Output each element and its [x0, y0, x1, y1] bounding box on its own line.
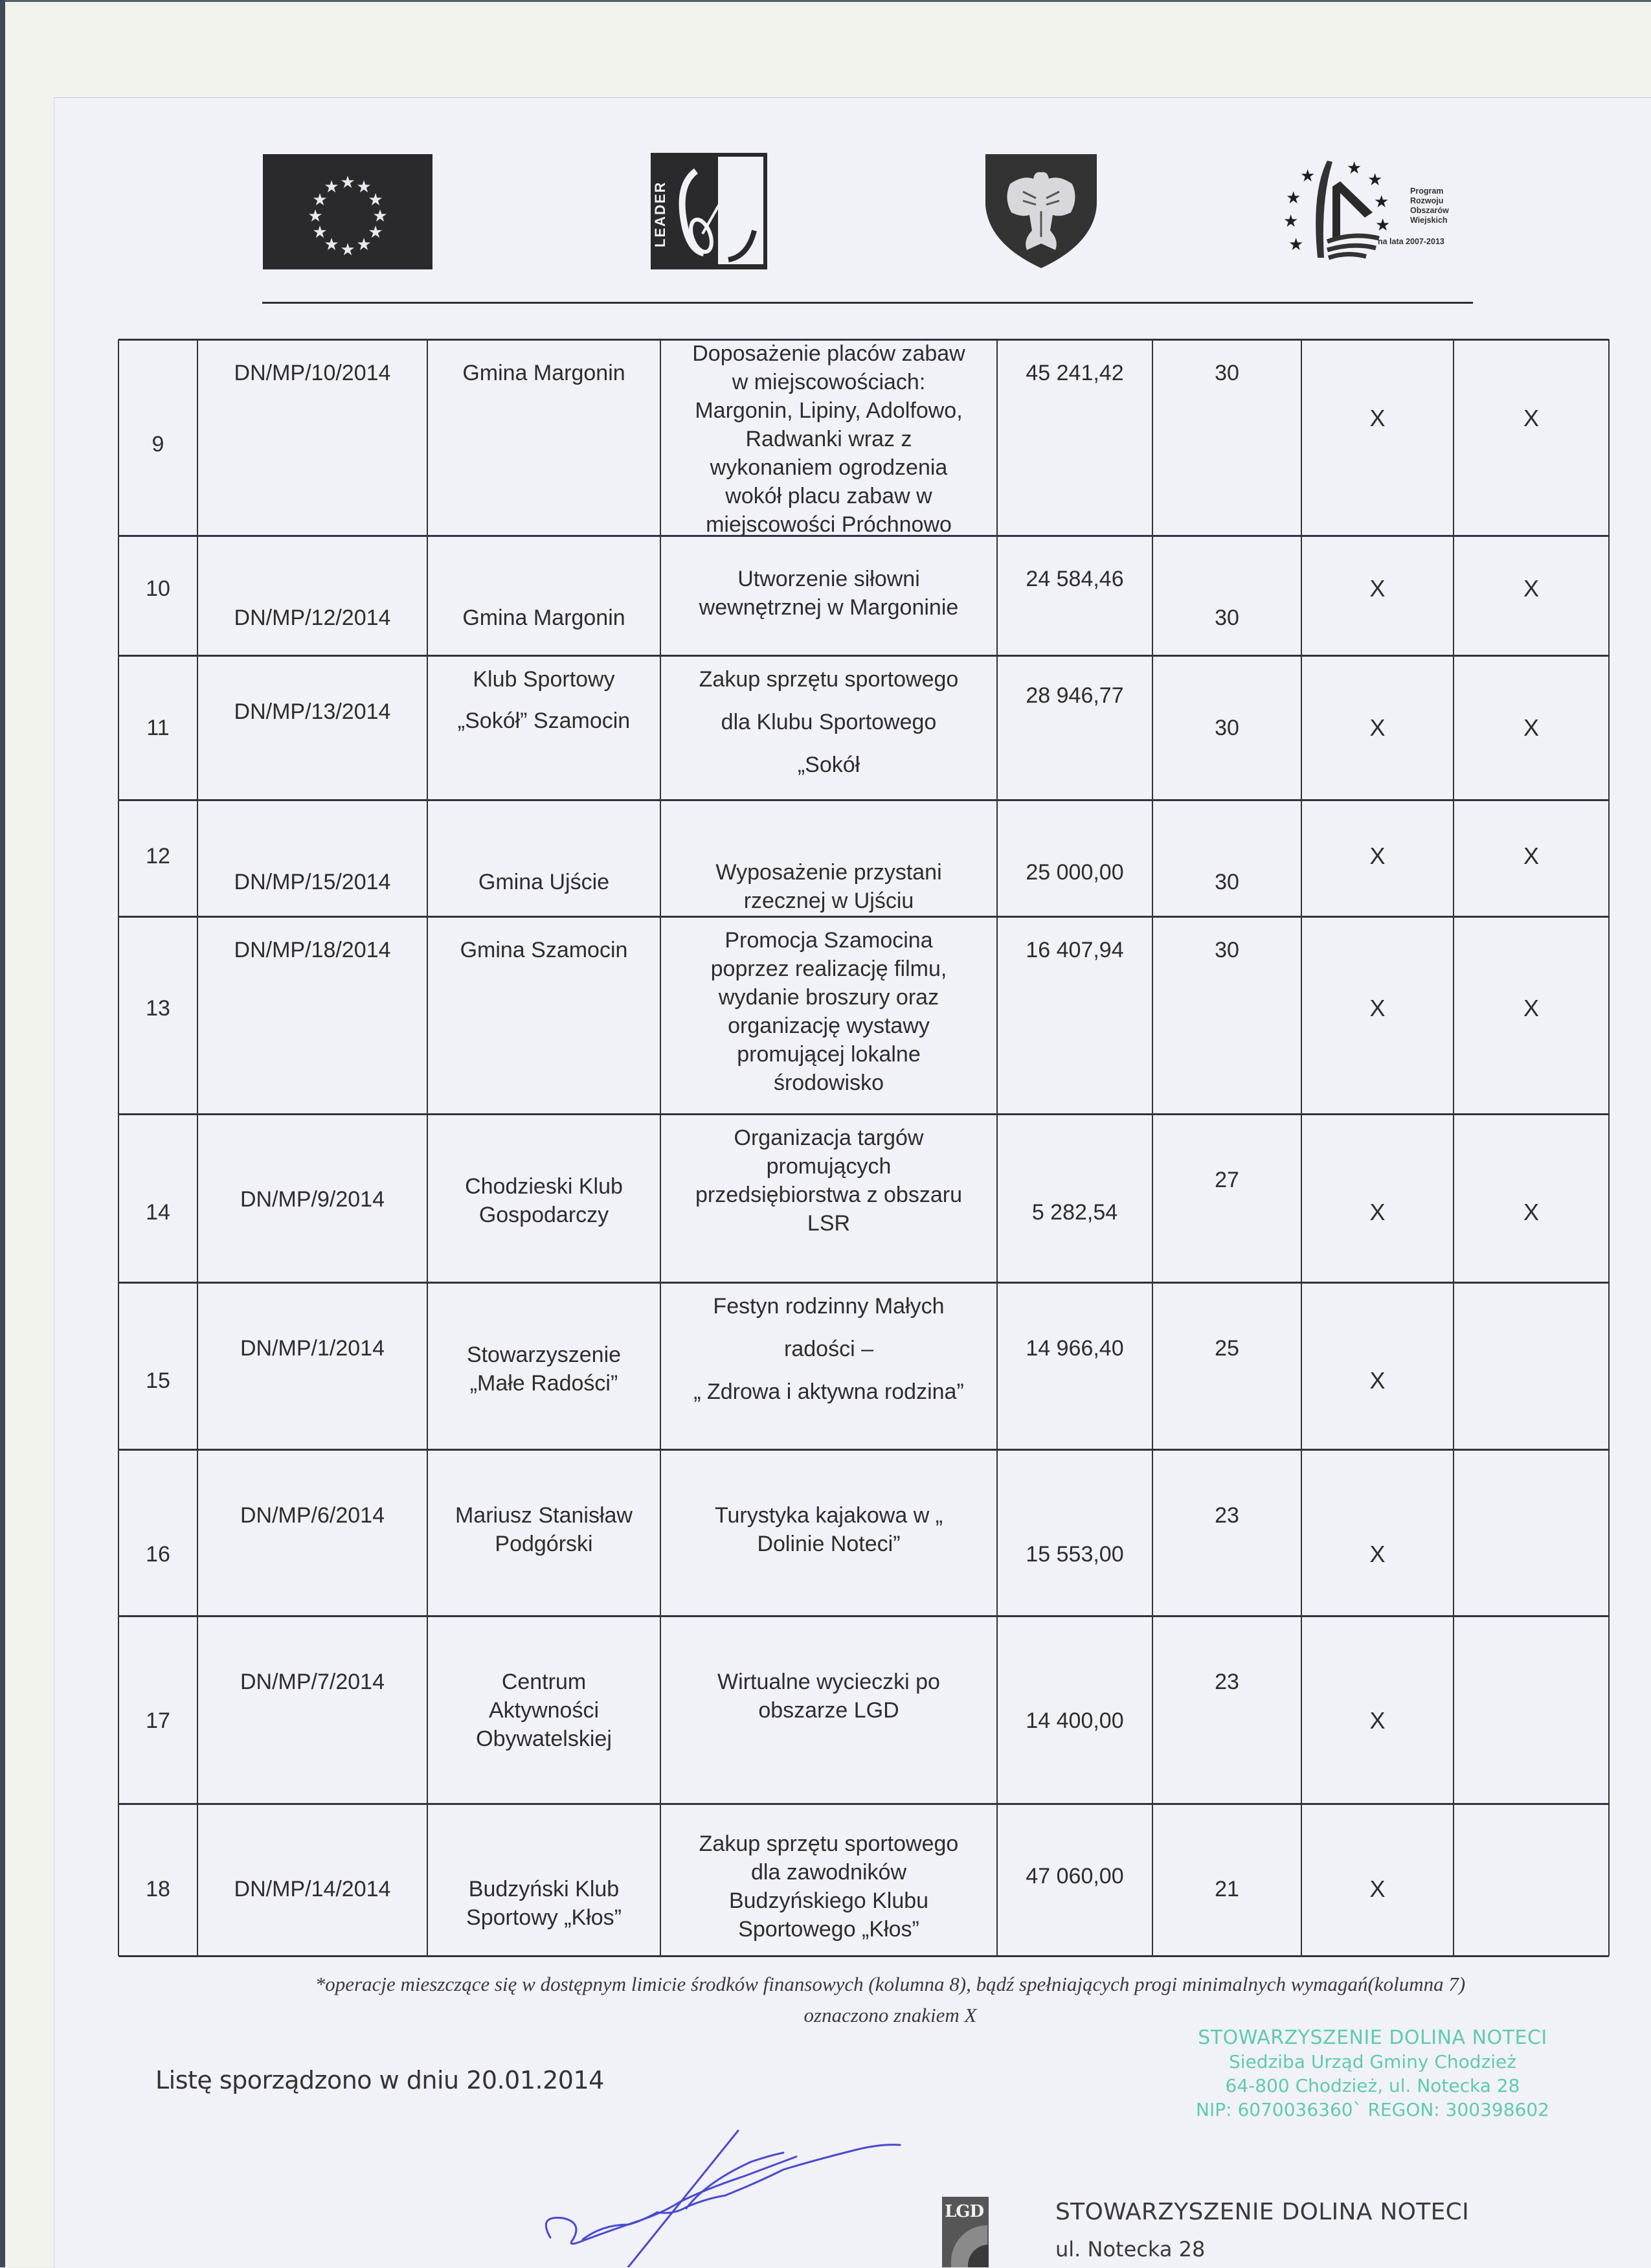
cell-amount-text: 14 966,40: [1026, 1336, 1124, 1361]
leader-logo: [651, 153, 767, 269]
cell-applicant-line: „Małe Radości”: [469, 1371, 618, 1396]
leader-emblem-icon: [651, 153, 767, 269]
cell-operation-title-line: „Sokół: [797, 753, 860, 777]
table-row: [118, 1114, 1609, 1282]
table-row: [118, 1804, 1609, 1956]
svg-text:★: ★: [340, 172, 355, 192]
cell-applicant: [427, 665, 660, 748]
cell-funding-limit-mark: [1454, 404, 1609, 433]
leader-text: LEADER: [652, 181, 668, 248]
cell-operation-title-line: przedsiębiorstwa z obszaru: [695, 1183, 962, 1207]
cell-amount: [997, 1198, 1152, 1227]
scan-top-edge: [0, 0, 1651, 2]
cell-lp-text: 14: [146, 1200, 170, 1225]
cell-lp: [118, 1875, 197, 1903]
cell-lp: [118, 430, 197, 459]
cell-minimum-requirements-mark: [1301, 1875, 1454, 1903]
cell-application-number: [197, 359, 427, 387]
cell-minimum-requirements-mark-text: X: [1369, 843, 1386, 869]
eu-stars-icon: [263, 154, 432, 269]
cell-applicant: [427, 868, 660, 896]
cell-applicant-line: Centrum: [501, 1670, 587, 1694]
cell-points-text: 23: [1215, 1503, 1239, 1528]
cell-amount: [997, 1334, 1152, 1363]
cell-applicant: [427, 936, 660, 964]
cell-minimum-requirements-mark-text: X: [1369, 714, 1386, 741]
cell-operation-title: [660, 665, 997, 793]
cell-points-text: 30: [1215, 606, 1239, 630]
cell-operation-title-line: poprzez realizację filmu,: [710, 957, 947, 981]
svg-text:★: ★: [312, 190, 328, 209]
stamp-line: NIP: 6070036360` REGON: 300398602: [1196, 2099, 1549, 2120]
cell-minimum-requirements-mark: [1301, 404, 1454, 433]
cell-applicant: [427, 1172, 660, 1229]
cell-operation-title-line: dla Klubu Sportowego: [721, 710, 937, 734]
svg-text:★: ★: [308, 206, 323, 225]
svg-text:★: ★: [340, 240, 355, 259]
svg-text:★: ★: [1375, 215, 1391, 234]
cell-lp-text: 9: [152, 432, 164, 457]
cell-operation-title-line: Festyn rodzinny Małych: [713, 1294, 945, 1319]
cell-funding-limit-mark-text: X: [1523, 995, 1539, 1021]
handwritten-signature: [511, 2085, 978, 2267]
cell-operation-title-line: Zakup sprzętu sportowego: [699, 1831, 959, 1856]
cell-minimum-requirements-mark: [1301, 1366, 1454, 1395]
cell-amount: [997, 1707, 1152, 1735]
cell-application-number-text: DN/MP/10/2014: [234, 361, 391, 385]
cell-lp: [118, 1366, 197, 1395]
cell-points: [1152, 936, 1301, 964]
cell-operation-title: [660, 1668, 997, 1725]
cell-amount: [997, 858, 1152, 887]
cell-applicant-line: Podgórski: [495, 1532, 593, 1556]
cell-lp: [118, 1540, 197, 1569]
cell-application-number-text: DN/MP/6/2014: [240, 1503, 385, 1528]
cell-applicant-line: Stowarzyszenie: [466, 1343, 622, 1367]
cell-points-text: 30: [1215, 870, 1239, 894]
cell-minimum-requirements-mark: [1301, 714, 1454, 742]
cell-operation-title: [660, 926, 997, 1097]
cell-operation-title-line: w miejscowościach:: [732, 370, 926, 394]
cell-funding-limit-mark: [1454, 842, 1609, 870]
cell-application-number-text: DN/MP/14/2014: [234, 1877, 391, 1901]
cell-operation-title-line: „ Zdrowa i aktywna rodzina”: [693, 1379, 964, 1404]
cell-applicant: [427, 1341, 660, 1398]
cell-applicant-line: Gmina Margonin: [462, 361, 625, 385]
svg-text:★: ★: [372, 206, 388, 225]
eu-flag-logo: [263, 154, 432, 269]
cell-operation-title-line: promującej lokalne: [737, 1042, 921, 1067]
cell-minimum-requirements-mark-text: X: [1369, 1199, 1386, 1225]
cell-lp-text: 17: [146, 1708, 170, 1733]
prow-logo: [1282, 154, 1476, 264]
table-row: [118, 800, 1609, 916]
cell-operation-title-line: Doposażenie placów zabaw: [692, 341, 965, 366]
cell-applicant-line: Gmina Szamocin: [460, 938, 628, 962]
eagle-shield-icon: [984, 153, 1098, 268]
cell-funding-limit-mark-text: X: [1523, 405, 1539, 431]
cell-funding-limit-mark: [1454, 994, 1609, 1023]
cell-amount-text: 5 282,54: [1031, 1200, 1118, 1225]
cell-minimum-requirements-mark-text: X: [1369, 1367, 1386, 1394]
cell-amount: [997, 1862, 1152, 1890]
cell-applicant-line: „Sokół” Szamocin: [457, 709, 631, 733]
cell-application-number-text: DN/MP/12/2014: [234, 606, 391, 630]
scan-left-edge: [0, 0, 5, 2267]
header-divider: [262, 302, 1473, 304]
cell-application-number: [197, 604, 427, 632]
svg-text:★: ★: [324, 177, 339, 196]
cell-application-number-text: DN/MP/18/2014: [234, 938, 391, 962]
table-row: [118, 536, 1609, 655]
svg-text:★: ★: [1367, 170, 1383, 189]
cell-lp: [118, 842, 197, 870]
cell-funding-limit-mark-text: X: [1523, 714, 1539, 741]
cell-minimum-requirements-mark-text: X: [1369, 1707, 1386, 1734]
cell-applicant: [427, 1501, 660, 1558]
cell-operation-title-line: Zakup sprzętu sportowego: [699, 667, 959, 692]
cell-applicant-line: Gmina Margonin: [462, 606, 625, 630]
cell-lp-text: 15: [146, 1368, 170, 1393]
cell-lp: [118, 714, 197, 742]
cell-application-number-text: DN/MP/15/2014: [234, 870, 391, 894]
cell-applicant-line: Aktywności: [488, 1698, 600, 1723]
cell-lp-text: 12: [146, 844, 170, 868]
cell-operation-title-line: Dolinie Noteci”: [757, 1532, 901, 1556]
cell-amount: [997, 565, 1152, 593]
cell-operation-title-line: Wirtualne wycieczki po: [717, 1670, 940, 1694]
cell-points: [1152, 1501, 1301, 1530]
cell-operation-title-line: Promocja Szamocina: [724, 928, 933, 953]
cell-operation-title: [660, 1292, 997, 1420]
cell-applicant: [427, 604, 660, 632]
cell-operation-title-line: Wyposażenie przystani: [715, 860, 942, 885]
cell-operation-title-line: Margonin, Lipiny, Adolfowo,: [695, 398, 963, 423]
cell-amount: [997, 681, 1152, 710]
cell-application-number-text: DN/MP/1/2014: [240, 1336, 385, 1361]
cell-operation-title-line: Radwanki wraz z: [745, 427, 912, 451]
prow-years: na lata 2007-2013: [1378, 237, 1444, 246]
cell-operation-title-line: promujących: [766, 1154, 892, 1179]
cell-operation-title-line: wewnętrznej w Margoninie: [699, 595, 959, 620]
cell-points-text: 21: [1215, 1877, 1239, 1901]
prepared-date-text: Listę sporządzono w dniu 20.01.2014: [155, 2066, 604, 2094]
cell-applicant-line: Obywatelskiej: [476, 1727, 612, 1751]
cell-funding-limit-mark-text: X: [1523, 843, 1539, 869]
prow-logo-text: [1410, 187, 1449, 225]
cell-points: [1152, 359, 1301, 387]
cell-applicant-line: Klub Sportowy: [473, 667, 615, 692]
cell-lp: [118, 574, 197, 603]
cell-applicant: [427, 359, 660, 387]
stamp-line: 64-800 Chodzież, ul. Notecka 28: [1225, 2075, 1520, 2096]
cell-minimum-requirements-mark: [1301, 842, 1454, 870]
cell-lp: [118, 994, 197, 1023]
cell-points: [1152, 714, 1301, 742]
footnote-line-1: *operacje mieszczące się w dostępnym limicie środków finansowych (kolumna 8), bądź spełniających progi minimalnych wymagań(kolumna 7): [315, 1973, 1466, 1995]
cell-operation-title-line: LSR: [807, 1211, 851, 1236]
cell-applicant-line: Gospodarczy: [478, 1203, 609, 1227]
prow-line: Rozwoju: [1410, 196, 1444, 205]
cell-operation-title-line: Sportowego „Kłos”: [738, 1917, 919, 1942]
cell-applicant-line: Gmina Ujście: [478, 870, 610, 894]
prow-line: Program: [1410, 187, 1444, 196]
cell-application-number: [197, 1334, 427, 1363]
cell-amount-text: 16 407,94: [1026, 938, 1124, 962]
cell-operation-title-line: wydanie broszury oraz: [718, 985, 939, 1010]
cell-operation-title-line: Organizacja targów: [734, 1126, 924, 1150]
cell-application-number: [197, 697, 427, 726]
cell-applicant: [427, 1668, 660, 1753]
cell-amount: [997, 1540, 1152, 1569]
table-row: [118, 1282, 1609, 1449]
cell-lp-text: 18: [146, 1877, 170, 1901]
cell-points-text: 25: [1215, 1336, 1239, 1361]
cell-amount: [997, 359, 1152, 387]
cell-applicant: [427, 1875, 660, 1932]
cell-lp: [118, 1198, 197, 1227]
cell-applicant-line: Sportowy „Kłos”: [466, 1905, 622, 1930]
footer-org-name: STOWARZYSZENIE DOLINA NOTECI: [1055, 2199, 1469, 2225]
cell-minimum-requirements-mark-text: X: [1369, 405, 1386, 431]
svg-text:★: ★: [368, 190, 383, 209]
cell-funding-limit-mark-text: X: [1523, 575, 1539, 602]
cell-operation-title-line: radości –: [784, 1337, 873, 1361]
cell-amount-text: 24 584,46: [1026, 567, 1124, 591]
cell-operation-title: [660, 1124, 997, 1238]
cell-operation-title-line: środowisko: [773, 1071, 884, 1095]
footnote: [162, 1969, 1619, 2031]
table-row: [118, 1449, 1609, 1616]
cell-application-number: [197, 936, 427, 964]
cell-operation-title-line: dla zawodników: [750, 1860, 907, 1885]
cell-application-number: [197, 868, 427, 896]
cell-minimum-requirements-mark: [1301, 1707, 1454, 1735]
cell-amount-text: 45 241,42: [1026, 361, 1124, 385]
cell-minimum-requirements-mark-text: X: [1369, 1541, 1386, 1567]
cell-operation-title: [660, 858, 997, 915]
cell-amount-text: 47 060,00: [1026, 1864, 1124, 1888]
cell-operation-title: [660, 339, 997, 539]
svg-text:★: ★: [1374, 192, 1389, 211]
cell-funding-limit-mark-text: X: [1523, 1199, 1539, 1225]
cell-application-number-text: DN/MP/9/2014: [240, 1187, 385, 1212]
cell-minimum-requirements-mark: [1301, 574, 1454, 603]
cell-operation-title-line: organizację wystawy: [728, 1014, 930, 1038]
cell-applicant-line: Mariusz Stanisław: [455, 1503, 633, 1528]
svg-text:★: ★: [324, 234, 339, 254]
cell-operation-title: [660, 565, 997, 622]
table-row: [118, 339, 1609, 536]
cell-lp-text: 16: [146, 1542, 170, 1567]
cell-operation-title: [660, 1501, 997, 1558]
cell-points: [1152, 868, 1301, 896]
cell-application-number: [197, 1185, 427, 1214]
cell-operation-title-line: Budzyńskiego Klubu: [728, 1888, 929, 1913]
wielkopolska-coat-of-arms: [984, 153, 1098, 268]
footer-street: ul. Notecka 28: [1055, 2237, 1206, 2262]
prow-line: Wiejskich: [1410, 216, 1448, 225]
cell-operation-title-line: wykonaniem ogrodzenia: [710, 455, 948, 480]
cell-lp: [118, 1707, 197, 1735]
cell-minimum-requirements-mark: [1301, 994, 1454, 1023]
svg-text:★: ★: [312, 222, 328, 242]
cell-operation-title-line: Turystyka kajakowa w „: [714, 1503, 943, 1528]
cell-operation-title-line: rzecznej w Ujściu: [743, 889, 914, 913]
table-row: [118, 655, 1609, 800]
footnote-line-2: oznaczono znakiem X: [803, 2004, 977, 2026]
cell-application-number: [197, 1875, 427, 1903]
cell-minimum-requirements-mark-text: X: [1369, 1876, 1386, 1902]
cell-points: [1152, 1668, 1301, 1696]
organization-stamp: [1178, 2026, 1567, 2122]
svg-text:★: ★: [356, 177, 372, 196]
cell-application-number-text: DN/MP/13/2014: [234, 699, 391, 724]
svg-text:★: ★: [1286, 188, 1301, 207]
cell-applicant-line: Budzyński Klub: [468, 1877, 620, 1901]
cell-points-text: 30: [1215, 716, 1239, 740]
lgd-logo-text: LGD: [945, 2202, 984, 2221]
table-row: [118, 916, 1609, 1114]
cell-operation-title-line: Utworzenie siłowni: [737, 567, 920, 591]
prow-emblem-icon: [1282, 154, 1392, 264]
cell-funding-limit-mark: [1454, 714, 1609, 742]
cell-operation-title-line: miejscowości Próchnowo: [706, 512, 952, 537]
cell-amount-text: 14 400,00: [1026, 1708, 1124, 1733]
prow-line: Obszarów: [1410, 206, 1449, 215]
ranking-table: [118, 339, 1609, 1956]
cell-points-text: 27: [1215, 1168, 1239, 1192]
stamp-line: Siedziba Urząd Gminy Chodzież: [1229, 2051, 1516, 2072]
stamp-line: STOWARZYSZENIE DOLINA NOTECI: [1198, 2026, 1547, 2049]
cell-points-text: 30: [1215, 361, 1239, 385]
cell-application-number: [197, 1501, 427, 1530]
cell-amount: [997, 936, 1152, 964]
cell-minimum-requirements-mark-text: X: [1369, 995, 1386, 1021]
cell-points: [1152, 1875, 1301, 1903]
cell-minimum-requirements-mark: [1301, 1198, 1454, 1227]
cell-points: [1152, 1334, 1301, 1363]
cell-amount-text: 25 000,00: [1026, 860, 1124, 885]
cell-minimum-requirements-mark: [1301, 1540, 1454, 1569]
cell-points-text: 30: [1215, 938, 1239, 962]
cell-applicant-line: Chodzieski Klub: [465, 1174, 623, 1199]
svg-text:★: ★: [1288, 234, 1304, 254]
cell-operation-title-line: obszarze LGD: [758, 1698, 899, 1723]
cell-minimum-requirements-mark-text: X: [1369, 575, 1386, 602]
svg-text:★: ★: [1300, 166, 1316, 185]
cell-operation-title: [660, 1830, 997, 1944]
cell-application-number: [197, 1668, 427, 1696]
table-row: [118, 1616, 1609, 1804]
cell-points: [1152, 1166, 1301, 1194]
cell-points-text: 23: [1215, 1670, 1239, 1694]
lgd-logo: [942, 2197, 989, 2267]
cell-funding-limit-mark: [1454, 1198, 1609, 1227]
cell-amount-text: 15 553,00: [1026, 1542, 1124, 1567]
cell-funding-limit-mark: [1454, 574, 1609, 603]
cell-amount-text: 28 946,77: [1026, 683, 1124, 708]
cell-application-number-text: DN/MP/7/2014: [240, 1670, 385, 1694]
cell-lp-text: 10: [146, 576, 170, 601]
cell-points: [1152, 604, 1301, 632]
svg-text:★: ★: [368, 222, 383, 242]
svg-text:★: ★: [1283, 211, 1299, 231]
svg-text:★: ★: [356, 234, 372, 254]
svg-text:★: ★: [1347, 158, 1362, 177]
cell-operation-title-line: wokół placu zabaw w: [725, 484, 932, 508]
cell-lp-text: 13: [146, 996, 170, 1021]
cell-lp-text: 11: [146, 716, 170, 740]
